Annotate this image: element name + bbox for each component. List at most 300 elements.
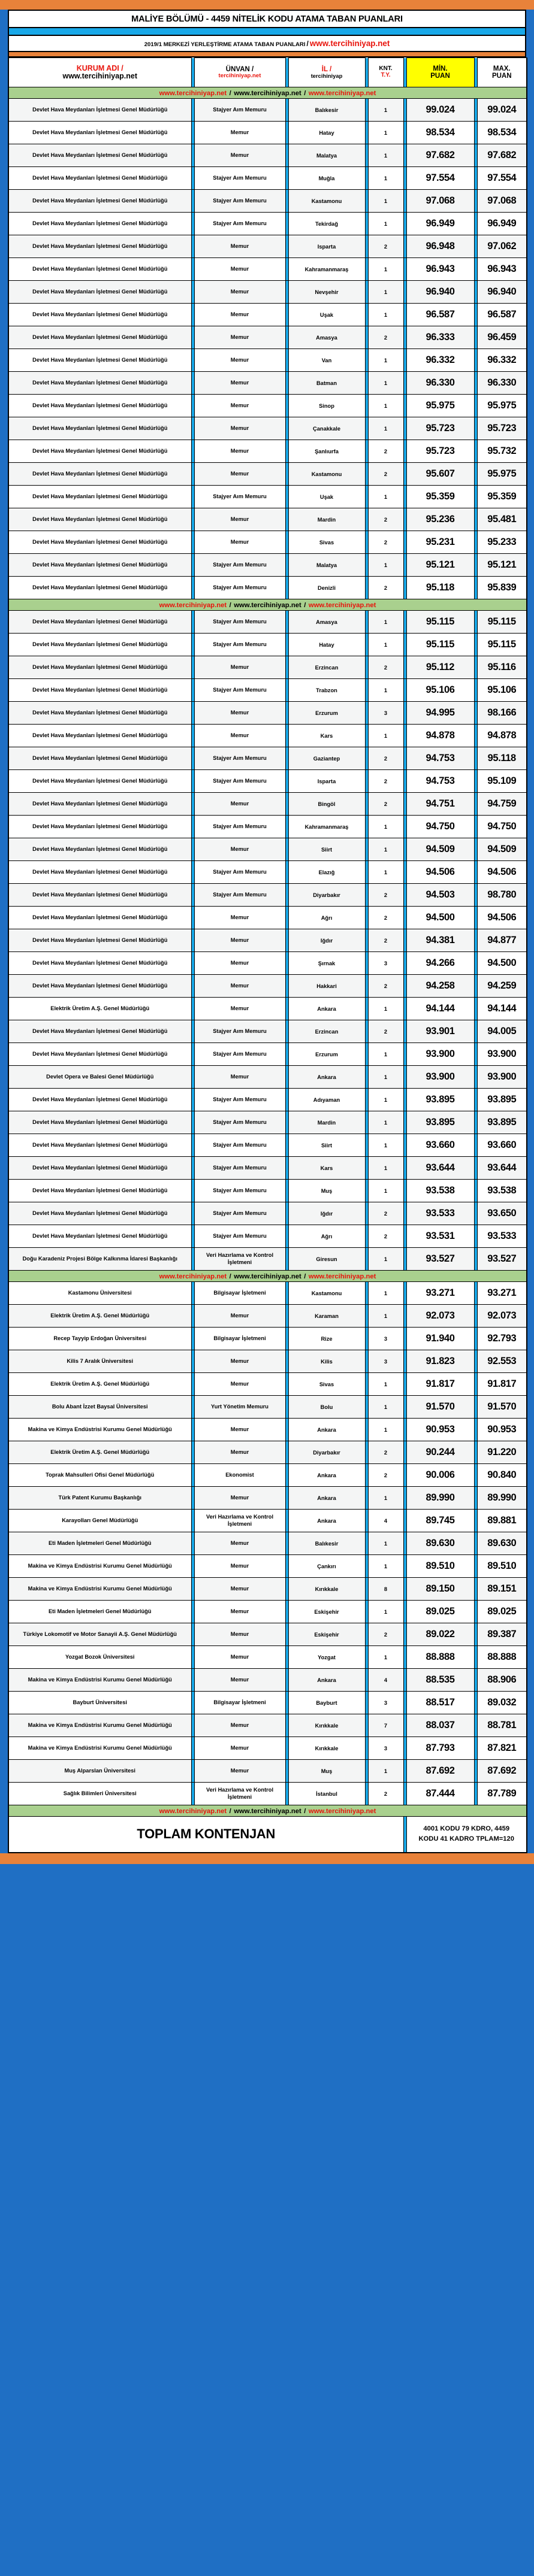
cell-il: Diyarbakır	[288, 884, 365, 907]
cell-il: Trabzon	[288, 679, 365, 702]
cell-unvan: Memur	[194, 1555, 285, 1578]
cell-max-puan: 96.330	[477, 372, 527, 395]
column-header-il	[288, 58, 365, 87]
cell-max-puan: 94.759	[477, 793, 527, 816]
cell-unvan: Memur	[194, 463, 285, 486]
cell-kontenjan: 2	[368, 1623, 403, 1646]
cell-min-puan: 93.527	[406, 1248, 474, 1271]
table-row	[8, 679, 527, 702]
cell-min-puan: 91.817	[406, 1373, 474, 1396]
cell-kurum-adi: Devlet Hava Meydanları İşletmesi Genel Müdürlüğü	[8, 281, 191, 304]
cell-il: Yozgat	[288, 1646, 365, 1669]
promo-banner-cell	[8, 87, 527, 99]
cell-kurum-adi: Devlet Hava Meydanları İşletmesi Genel Müdürlüğü	[8, 838, 191, 861]
cell-kurum-adi: Devlet Hava Meydanları İşletmesi Genel Müdürlüğü	[8, 144, 191, 167]
cell-kurum-adi: Devlet Hava Meydanları İşletmesi Genel Müdürlüğü	[8, 679, 191, 702]
cell-kurum-adi: Devlet Hava Meydanları İşletmesi Genel Müdürlüğü	[8, 554, 191, 577]
cell-kontenjan: 1	[368, 1555, 403, 1578]
cell-unvan: Memur	[194, 1373, 285, 1396]
cell-il: Ankara	[288, 1419, 365, 1441]
cell-il: Ankara	[288, 1669, 365, 1692]
column-header-kontenjan	[368, 58, 403, 87]
cell-il: Rize	[288, 1328, 365, 1350]
cell-kontenjan: 2	[368, 235, 403, 258]
cell-kurum-adi: Devlet Hava Meydanları İşletmesi Genel Müdürlüğü	[8, 122, 191, 144]
table-row	[8, 907, 527, 929]
cell-kurum-adi: Devlet Hava Meydanları İşletmesi Genel Müdürlüğü	[8, 440, 191, 463]
table-row	[8, 634, 527, 656]
cell-kontenjan: 2	[368, 884, 403, 907]
banner-separator-1: /	[229, 1273, 231, 1280]
cell-il: Malatya	[288, 554, 365, 577]
cell-il: Iğdır	[288, 929, 365, 952]
cell-kurum-adi: Devlet Hava Meydanları İşletmesi Genel Müdürlüğü	[8, 1180, 191, 1202]
cell-unvan: Memur	[194, 1532, 285, 1555]
cell-il: Eskişehir	[288, 1623, 365, 1646]
cell-unvan: Memur	[194, 281, 285, 304]
cell-kurum-adi: Eti Maden İşletmeleri Genel Müdürlüğü	[8, 1532, 191, 1555]
cell-min-puan: 88.535	[406, 1669, 474, 1692]
cell-min-puan: 94.995	[406, 702, 474, 725]
cell-max-puan: 94.509	[477, 838, 527, 861]
cell-kurum-adi: Devlet Hava Meydanları İşletmesi Genel Müdürlüğü	[8, 952, 191, 975]
min-header-line1: MİN.	[433, 65, 448, 72]
column-header-unvan	[194, 58, 285, 87]
cell-kurum-adi: Karayolları Genel Müdürlüğü	[8, 1510, 191, 1532]
cell-kontenjan: 1	[368, 349, 403, 372]
cell-kurum-adi: Devlet Hava Meydanları İşletmesi Genel Müdürlüğü	[8, 1089, 191, 1111]
cell-kurum-adi: Recep Tayyip Erdoğan Üniversitesi	[8, 1328, 191, 1350]
banner-link-3[interactable]: www.tercihiniyap.net	[308, 90, 376, 97]
table-row	[8, 816, 527, 838]
cell-kontenjan: 1	[368, 1601, 403, 1623]
cell-kontenjan: 2	[368, 770, 403, 793]
unvan-header-line2: tercihiniyap.net	[218, 72, 261, 80]
cell-kontenjan: 3	[368, 1350, 403, 1373]
table-row	[8, 1646, 527, 1669]
cell-il: İstanbul	[288, 1783, 365, 1805]
table-row	[8, 349, 527, 372]
cell-max-puan: 93.650	[477, 1202, 527, 1225]
cell-unvan: Memur	[194, 144, 285, 167]
cell-kurum-adi: Makina ve Kimya Endüstrisi Kurumu Genel Müdürlüğü	[8, 1737, 191, 1760]
cell-max-puan: 87.789	[477, 1783, 527, 1805]
cell-il: Adıyaman	[288, 1089, 365, 1111]
cell-unvan: Stajyer Aım Memuru	[194, 884, 285, 907]
cell-kurum-adi: Devlet Hava Meydanları İşletmesi Genel Müdürlüğü	[8, 349, 191, 372]
cell-il: Isparta	[288, 235, 365, 258]
cell-kurum-adi: Devlet Hava Meydanları İşletmesi Genel Müdürlüğü	[8, 702, 191, 725]
cell-kontenjan: 1	[368, 486, 403, 508]
table-row	[8, 770, 527, 793]
cell-kontenjan: 2	[368, 463, 403, 486]
cell-min-puan: 96.330	[406, 372, 474, 395]
cell-unvan: Memur	[194, 1601, 285, 1623]
cell-kontenjan: 1	[368, 554, 403, 577]
cell-unvan: Memur	[194, 702, 285, 725]
cell-min-puan: 90.953	[406, 1419, 474, 1441]
cell-max-puan: 94.750	[477, 816, 527, 838]
cell-unvan: Stajyer Aım Memuru	[194, 1225, 285, 1248]
cell-il: Ankara	[288, 1464, 365, 1487]
cell-kurum-adi: Devlet Hava Meydanları İşletmesi Genel Müdürlüğü	[8, 1020, 191, 1043]
cell-max-puan: 88.906	[477, 1669, 527, 1692]
table-row	[8, 793, 527, 816]
column-header-min-puan	[406, 58, 474, 87]
cell-max-puan: 93.900	[477, 1043, 527, 1066]
cell-kurum-adi: Devlet Hava Meydanları İşletmesi Genel Müdürlüğü	[8, 747, 191, 770]
cell-min-puan: 95.359	[406, 486, 474, 508]
cell-min-puan: 89.630	[406, 1532, 474, 1555]
table-row	[8, 1783, 527, 1805]
cell-max-puan: 89.630	[477, 1532, 527, 1555]
toplam-kontenjan-label: TOPLAM KONTENJAN	[8, 1817, 403, 1853]
cell-kurum-adi: Devlet Hava Meydanları İşletmesi Genel Müdürlüğü	[8, 1134, 191, 1157]
cell-il: Sinop	[288, 395, 365, 417]
cell-kontenjan: 1	[368, 372, 403, 395]
table-row	[8, 1111, 527, 1134]
cell-il: Gaziantep	[288, 747, 365, 770]
cell-kurum-adi: Devlet Hava Meydanları İşletmesi Genel Müdürlüğü	[8, 884, 191, 907]
cell-il: Muğla	[288, 167, 365, 190]
cell-max-puan: 92.073	[477, 1305, 527, 1328]
cell-unvan: Memur	[194, 1419, 285, 1441]
cell-max-puan: 95.359	[477, 486, 527, 508]
table-row	[8, 1532, 527, 1555]
cell-kurum-adi: Devlet Hava Meydanları İşletmesi Genel Müdürlüğü	[8, 1202, 191, 1225]
cell-max-puan: 95.106	[477, 679, 527, 702]
table-row	[8, 1373, 527, 1396]
cell-kontenjan: 1	[368, 679, 403, 702]
cell-kurum-adi: Devlet Hava Meydanları İşletmesi Genel Müdürlüğü	[8, 1043, 191, 1066]
table-row	[8, 656, 527, 679]
promo-banner-cell	[8, 1805, 527, 1817]
cell-kontenjan: 1	[368, 611, 403, 634]
cell-kontenjan: 2	[368, 975, 403, 998]
cell-max-puan: 98.166	[477, 702, 527, 725]
cell-max-puan: 94.506	[477, 861, 527, 884]
cell-min-puan: 93.271	[406, 1282, 474, 1305]
banner-link-2[interactable]: www.tercihiniyap.net	[234, 602, 301, 609]
cell-min-puan: 94.751	[406, 793, 474, 816]
table-row	[8, 1202, 527, 1225]
top-orange-bar	[0, 0, 534, 10]
cell-kontenjan: 2	[368, 1464, 403, 1487]
cell-max-puan: 93.538	[477, 1180, 527, 1202]
cell-unvan: Memur	[194, 1305, 285, 1328]
cell-kontenjan: 1	[368, 1419, 403, 1441]
cell-kontenjan: 1	[368, 1180, 403, 1202]
table-row	[8, 440, 527, 463]
cell-il: Kahramanmaraş	[288, 258, 365, 281]
cell-kontenjan: 1	[368, 1646, 403, 1669]
cell-min-puan: 91.940	[406, 1328, 474, 1350]
cell-min-puan: 96.940	[406, 281, 474, 304]
table-row	[8, 144, 527, 167]
cell-max-puan: 97.068	[477, 190, 527, 213]
cell-unvan: Stajyer Aım Memuru	[194, 1089, 285, 1111]
cell-max-puan: 88.888	[477, 1646, 527, 1669]
table-row	[8, 1510, 527, 1532]
cell-kontenjan: 1	[368, 1282, 403, 1305]
cell-kurum-adi: Kilis 7 Aralık Üniversitesi	[8, 1350, 191, 1373]
cell-kurum-adi: Elektrik Üretim A.Ş. Genel Müdürlüğü	[8, 998, 191, 1020]
cell-max-puan: 95.723	[477, 417, 527, 440]
cell-kurum-adi: Devlet Hava Meydanları İşletmesi Genel Müdürlüğü	[8, 417, 191, 440]
cell-kurum-adi: Elektrik Üretim A.Ş. Genel Müdürlüğü	[8, 1373, 191, 1396]
cell-il: Kırıkkale	[288, 1578, 365, 1601]
cell-min-puan: 89.990	[406, 1487, 474, 1510]
cell-max-puan: 96.940	[477, 281, 527, 304]
cell-il: Erzurum	[288, 1043, 365, 1066]
cell-max-puan: 93.900	[477, 1066, 527, 1089]
cell-min-puan: 96.587	[406, 304, 474, 326]
cell-min-puan: 89.022	[406, 1623, 474, 1646]
cell-max-puan: 89.025	[477, 1601, 527, 1623]
table-row	[8, 258, 527, 281]
table-row	[8, 167, 527, 190]
banner-separator-1: /	[229, 1808, 231, 1815]
cell-il: Hatay	[288, 634, 365, 656]
cell-il: Mardin	[288, 1111, 365, 1134]
table-row	[8, 725, 527, 747]
cell-il: Şanlıurfa	[288, 440, 365, 463]
table-row	[8, 1692, 527, 1714]
table-row	[8, 838, 527, 861]
cell-unvan: Memur	[194, 326, 285, 349]
table-row	[8, 190, 527, 213]
cell-min-puan: 93.660	[406, 1134, 474, 1157]
cell-il: Sivas	[288, 1373, 365, 1396]
cell-kontenjan: 1	[368, 122, 403, 144]
cell-kurum-adi: Devlet Hava Meydanları İşletmesi Genel Müdürlüğü	[8, 531, 191, 554]
cell-kontenjan: 2	[368, 1783, 403, 1805]
cell-unvan: Memur	[194, 1441, 285, 1464]
cell-min-puan: 95.115	[406, 611, 474, 634]
cell-kontenjan: 8	[368, 1578, 403, 1601]
cell-kontenjan: 1	[368, 395, 403, 417]
cell-kurum-adi: Toprak Mahsulleri Ofisi Genel Müdürlüğü	[8, 1464, 191, 1487]
cell-kontenjan: 3	[368, 952, 403, 975]
cell-kurum-adi: Devlet Hava Meydanları İşletmesi Genel Müdürlüğü	[8, 326, 191, 349]
table-row	[8, 1419, 527, 1441]
cell-il: Sivas	[288, 531, 365, 554]
table-body	[8, 87, 527, 1817]
cell-kurum-adi: Devlet Hava Meydanları İşletmesi Genel Müdürlüğü	[8, 793, 191, 816]
cell-il: Çankırı	[288, 1555, 365, 1578]
banner-link-1[interactable]: www.tercihiniyap.net	[159, 1808, 227, 1815]
cell-min-puan: 95.121	[406, 554, 474, 577]
table-row	[8, 1248, 527, 1271]
cell-min-puan: 94.878	[406, 725, 474, 747]
cell-il: Erzincan	[288, 656, 365, 679]
cell-unvan: Memur	[194, 1737, 285, 1760]
cell-max-puan: 95.732	[477, 440, 527, 463]
subtitle-website-link[interactable]: www.tercihiniyap.net	[309, 39, 390, 48]
cell-min-puan: 87.793	[406, 1737, 474, 1760]
cell-max-puan: 95.115	[477, 611, 527, 634]
cell-min-puan: 97.068	[406, 190, 474, 213]
cell-unvan: Memur	[194, 952, 285, 975]
cell-min-puan: 93.900	[406, 1066, 474, 1089]
table-row	[8, 122, 527, 144]
cell-kurum-adi: Devlet Hava Meydanları İşletmesi Genel Müdürlüğü	[8, 975, 191, 998]
cell-il: Ankara	[288, 1487, 365, 1510]
cell-kurum-adi: Elektrik Üretim A.Ş. Genel Müdürlüğü	[8, 1441, 191, 1464]
banner-link-3[interactable]: www.tercihiniyap.net	[308, 602, 376, 609]
cell-kurum-adi: Devlet Hava Meydanları İşletmesi Genel Müdürlüğü	[8, 577, 191, 599]
cell-min-puan: 93.901	[406, 1020, 474, 1043]
cell-kontenjan: 1	[368, 417, 403, 440]
cell-il: Hatay	[288, 122, 365, 144]
cell-il: Ankara	[288, 1066, 365, 1089]
cell-kurum-adi: Doğu Karadeniz Projesi Bölge Kalkınma İdaresi Başkanlığı	[8, 1248, 191, 1271]
cell-kontenjan: 1	[368, 1305, 403, 1328]
cell-kontenjan: 1	[368, 816, 403, 838]
subtitle-box	[8, 36, 526, 52]
cell-unvan: Memur	[194, 1669, 285, 1692]
cell-min-puan: 93.538	[406, 1180, 474, 1202]
cell-kurum-adi: Devlet Hava Meydanları İşletmesi Genel Müdürlüğü	[8, 190, 191, 213]
cell-min-puan: 94.500	[406, 907, 474, 929]
cell-max-puan: 96.949	[477, 213, 527, 235]
cell-il: Kahramanmaraş	[288, 816, 365, 838]
knt-header-line1: KNT.	[379, 65, 393, 72]
cell-min-puan: 94.381	[406, 929, 474, 952]
cell-min-puan: 94.266	[406, 952, 474, 975]
cell-il: Ağrı	[288, 1225, 365, 1248]
table-row	[8, 861, 527, 884]
cell-unvan: Stajyer Aım Memuru	[194, 816, 285, 838]
banner-link-2[interactable]: www.tercihiniyap.net	[234, 90, 301, 97]
cell-il: Nevşehir	[288, 281, 365, 304]
banner-link-3[interactable]: www.tercihiniyap.net	[308, 1273, 376, 1280]
cell-kurum-adi: Devlet Hava Meydanları İşletmesi Genel Müdürlüğü	[8, 1111, 191, 1134]
cell-min-puan: 93.895	[406, 1089, 474, 1111]
subtitle-text: 2019/1 MERKEZİ YERLEŞTİRME ATAMA TABAN PUANLARI	[144, 41, 306, 48]
table-row	[8, 1464, 527, 1487]
cell-il: Van	[288, 349, 365, 372]
cell-kurum-adi: Devlet Hava Meydanları İşletmesi Genel Müdürlüğü	[8, 929, 191, 952]
banner-separator-2: /	[304, 1273, 306, 1280]
cell-max-puan: 99.024	[477, 99, 527, 122]
cell-kontenjan: 3	[368, 1737, 403, 1760]
page-title: MALİYE BÖLÜMÜ - 4459 NİTELİK KODU ATAMA TABAN PUANLARI	[131, 14, 403, 24]
table-row	[8, 929, 527, 952]
cell-il: Muş	[288, 1180, 365, 1202]
cell-il: Tekirdağ	[288, 213, 365, 235]
cell-unvan: Stajyer Aım Memuru	[194, 770, 285, 793]
cell-kontenjan: 1	[368, 1157, 403, 1180]
cell-il: Bayburt	[288, 1692, 365, 1714]
cell-kontenjan: 2	[368, 1441, 403, 1464]
cell-kurum-adi: Devlet Hava Meydanları İşletmesi Genel Müdürlüğü	[8, 1157, 191, 1180]
cell-unvan: Stajyer Aım Memuru	[194, 1134, 285, 1157]
cell-max-puan: 91.570	[477, 1396, 527, 1419]
banner-link-1[interactable]: www.tercihiniyap.net	[159, 1273, 227, 1280]
banner-link-1[interactable]: www.tercihiniyap.net	[159, 90, 227, 97]
cell-kurum-adi: Bayburt Üniversitesi	[8, 1692, 191, 1714]
cell-min-puan: 89.025	[406, 1601, 474, 1623]
cell-kontenjan: 1	[368, 281, 403, 304]
cell-kontenjan: 1	[368, 838, 403, 861]
cell-kurum-adi: Devlet Hava Meydanları İşletmesi Genel Müdürlüğü	[8, 770, 191, 793]
banner-link-2[interactable]: www.tercihiniyap.net	[234, 1273, 301, 1280]
cell-max-puan: 93.271	[477, 1282, 527, 1305]
banner-link-1[interactable]: www.tercihiniyap.net	[159, 602, 227, 609]
table-row	[8, 235, 527, 258]
cell-unvan: Memur	[194, 1066, 285, 1089]
cell-min-puan: 95.115	[406, 634, 474, 656]
table-row	[8, 1601, 527, 1623]
cell-unvan: Stajyer Aım Memuru	[194, 861, 285, 884]
cell-max-puan: 93.895	[477, 1111, 527, 1134]
cell-kurum-adi: Makina ve Kimya Endüstrisi Kurumu Genel Müdürlüğü	[8, 1714, 191, 1737]
cell-kontenjan: 3	[368, 702, 403, 725]
cell-il: Giresun	[288, 1248, 365, 1271]
promo-banner-row	[8, 87, 527, 99]
cell-unvan: Stajyer Aım Memuru	[194, 634, 285, 656]
il-header-line1: İL /	[321, 65, 332, 73]
cell-max-puan: 94.259	[477, 975, 527, 998]
cell-kontenjan: 1	[368, 213, 403, 235]
cell-il: Mardin	[288, 508, 365, 531]
cell-unvan: Memur	[194, 304, 285, 326]
cell-kontenjan: 4	[368, 1510, 403, 1532]
cell-kurum-adi: Devlet Hava Meydanları İşletmesi Genel Müdürlüğü	[8, 167, 191, 190]
table-row	[8, 281, 527, 304]
cell-unvan: Memur	[194, 508, 285, 531]
table-row	[8, 1282, 527, 1305]
banner-separator-2: /	[304, 602, 306, 609]
cell-min-puan: 94.506	[406, 861, 474, 884]
cell-max-puan: 89.387	[477, 1623, 527, 1646]
il-header-line2: tercihiniyap	[310, 72, 343, 80]
cell-max-puan: 87.692	[477, 1760, 527, 1783]
cell-min-puan: 91.823	[406, 1350, 474, 1373]
cell-kurum-adi: Devlet Hava Meydanları İşletmesi Genel Müdürlüğü	[8, 907, 191, 929]
cell-kontenjan: 1	[368, 1134, 403, 1157]
cell-max-puan: 87.821	[477, 1737, 527, 1760]
cell-max-puan: 95.975	[477, 463, 527, 486]
cell-kurum-adi: Devlet Hava Meydanları İşletmesi Genel Müdürlüğü	[8, 213, 191, 235]
cell-unvan: Bilgisayar İşletmeni	[194, 1328, 285, 1350]
cell-max-puan: 92.553	[477, 1350, 527, 1373]
banner-link-2[interactable]: www.tercihiniyap.net	[234, 1808, 301, 1815]
cell-kontenjan: 2	[368, 656, 403, 679]
cell-kontenjan: 4	[368, 1669, 403, 1692]
cell-min-puan: 94.753	[406, 747, 474, 770]
cell-il: Denizli	[288, 577, 365, 599]
cell-max-puan: 95.233	[477, 531, 527, 554]
cell-max-puan: 95.109	[477, 770, 527, 793]
cell-max-puan: 95.121	[477, 554, 527, 577]
banner-link-3[interactable]: www.tercihiniyap.net	[308, 1808, 376, 1815]
table-row	[8, 1020, 527, 1043]
cell-il: Malatya	[288, 144, 365, 167]
orange-divider-strip	[8, 52, 526, 57]
cell-kurum-adi: Devlet Hava Meydanları İşletmesi Genel Müdürlüğü	[8, 656, 191, 679]
cell-min-puan: 87.692	[406, 1760, 474, 1783]
cell-unvan: Stajyer Aım Memuru	[194, 1180, 285, 1202]
cell-min-puan: 95.723	[406, 417, 474, 440]
cell-max-puan: 96.459	[477, 326, 527, 349]
cell-min-puan: 96.948	[406, 235, 474, 258]
cell-il: Bingöl	[288, 793, 365, 816]
cell-kontenjan: 1	[368, 861, 403, 884]
kurum-header-line1: KURUM ADI /	[76, 63, 123, 72]
cell-min-puan: 94.503	[406, 884, 474, 907]
